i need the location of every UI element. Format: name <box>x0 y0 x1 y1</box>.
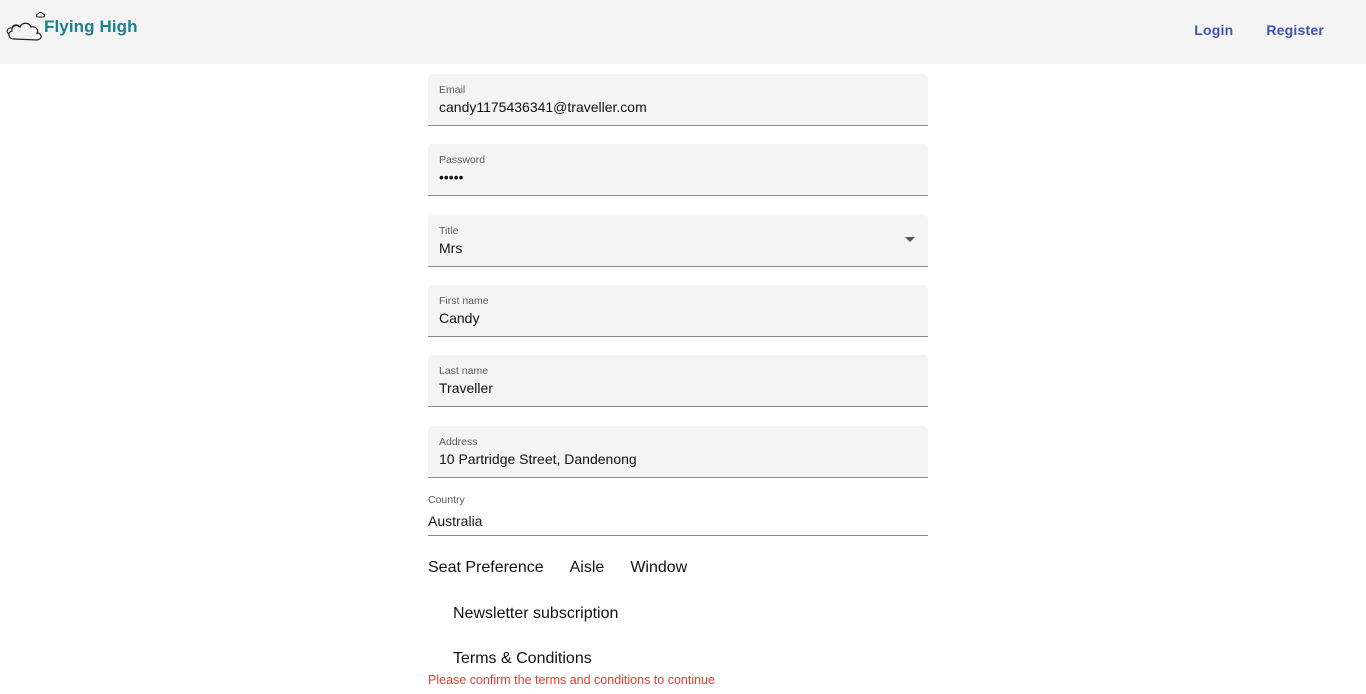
seat-preference-group <box>428 559 687 577</box>
first-name-label: First name <box>439 295 489 307</box>
newsletter-label[interactable]: Newsletter subscription <box>453 605 619 622</box>
brand-logo[interactable] <box>6 10 138 44</box>
password-label: Password <box>439 154 486 166</box>
newsletter-checkbox-row[interactable] <box>428 605 618 623</box>
first-name-input[interactable]: Candy <box>439 310 480 326</box>
login-link[interactable]: Login <box>1194 22 1234 38</box>
email-field[interactable] <box>428 74 928 126</box>
cloud-logo-icon <box>6 10 46 44</box>
first-name-field[interactable] <box>428 285 928 337</box>
newsletter-checkbox[interactable] <box>428 605 446 623</box>
email-label: Email <box>439 84 466 96</box>
seat-option-aisle[interactable]: Aisle <box>569 559 605 576</box>
seat-option-window[interactable]: Window <box>630 559 688 576</box>
email-input[interactable]: candy1175436341@traveller.com <box>439 99 647 115</box>
dropdown-caret-icon[interactable] <box>905 237 915 242</box>
register-link[interactable]: Register <box>1266 22 1324 38</box>
app-header <box>0 0 1366 64</box>
address-field[interactable] <box>428 426 928 478</box>
terms-label[interactable]: Terms & Conditions <box>453 650 592 667</box>
seat-preference-label: Seat Preference <box>428 559 544 576</box>
address-label: Address <box>439 436 478 448</box>
country-input[interactable]: Australia <box>428 513 483 529</box>
title-label: Title <box>439 225 459 237</box>
last-name-label: Last name <box>439 365 489 377</box>
terms-checkbox[interactable] <box>428 650 446 668</box>
terms-checkbox-row[interactable] <box>428 650 592 668</box>
last-name-field[interactable] <box>428 355 928 407</box>
brand-name: Flying High <box>44 17 138 36</box>
terms-error-message: Please confirm the terms and conditions to continue <box>428 673 715 687</box>
country-field[interactable] <box>428 494 928 536</box>
last-name-input[interactable]: Traveller <box>439 380 493 396</box>
password-field[interactable] <box>428 144 928 196</box>
title-select[interactable] <box>428 215 928 267</box>
address-input[interactable]: 10 Partridge Street, Dandenong <box>439 451 637 467</box>
title-value[interactable]: Mrs <box>439 240 463 256</box>
password-input[interactable]: ••••• <box>439 169 464 185</box>
header-nav <box>1194 22 1324 38</box>
country-label: Country <box>428 494 465 506</box>
